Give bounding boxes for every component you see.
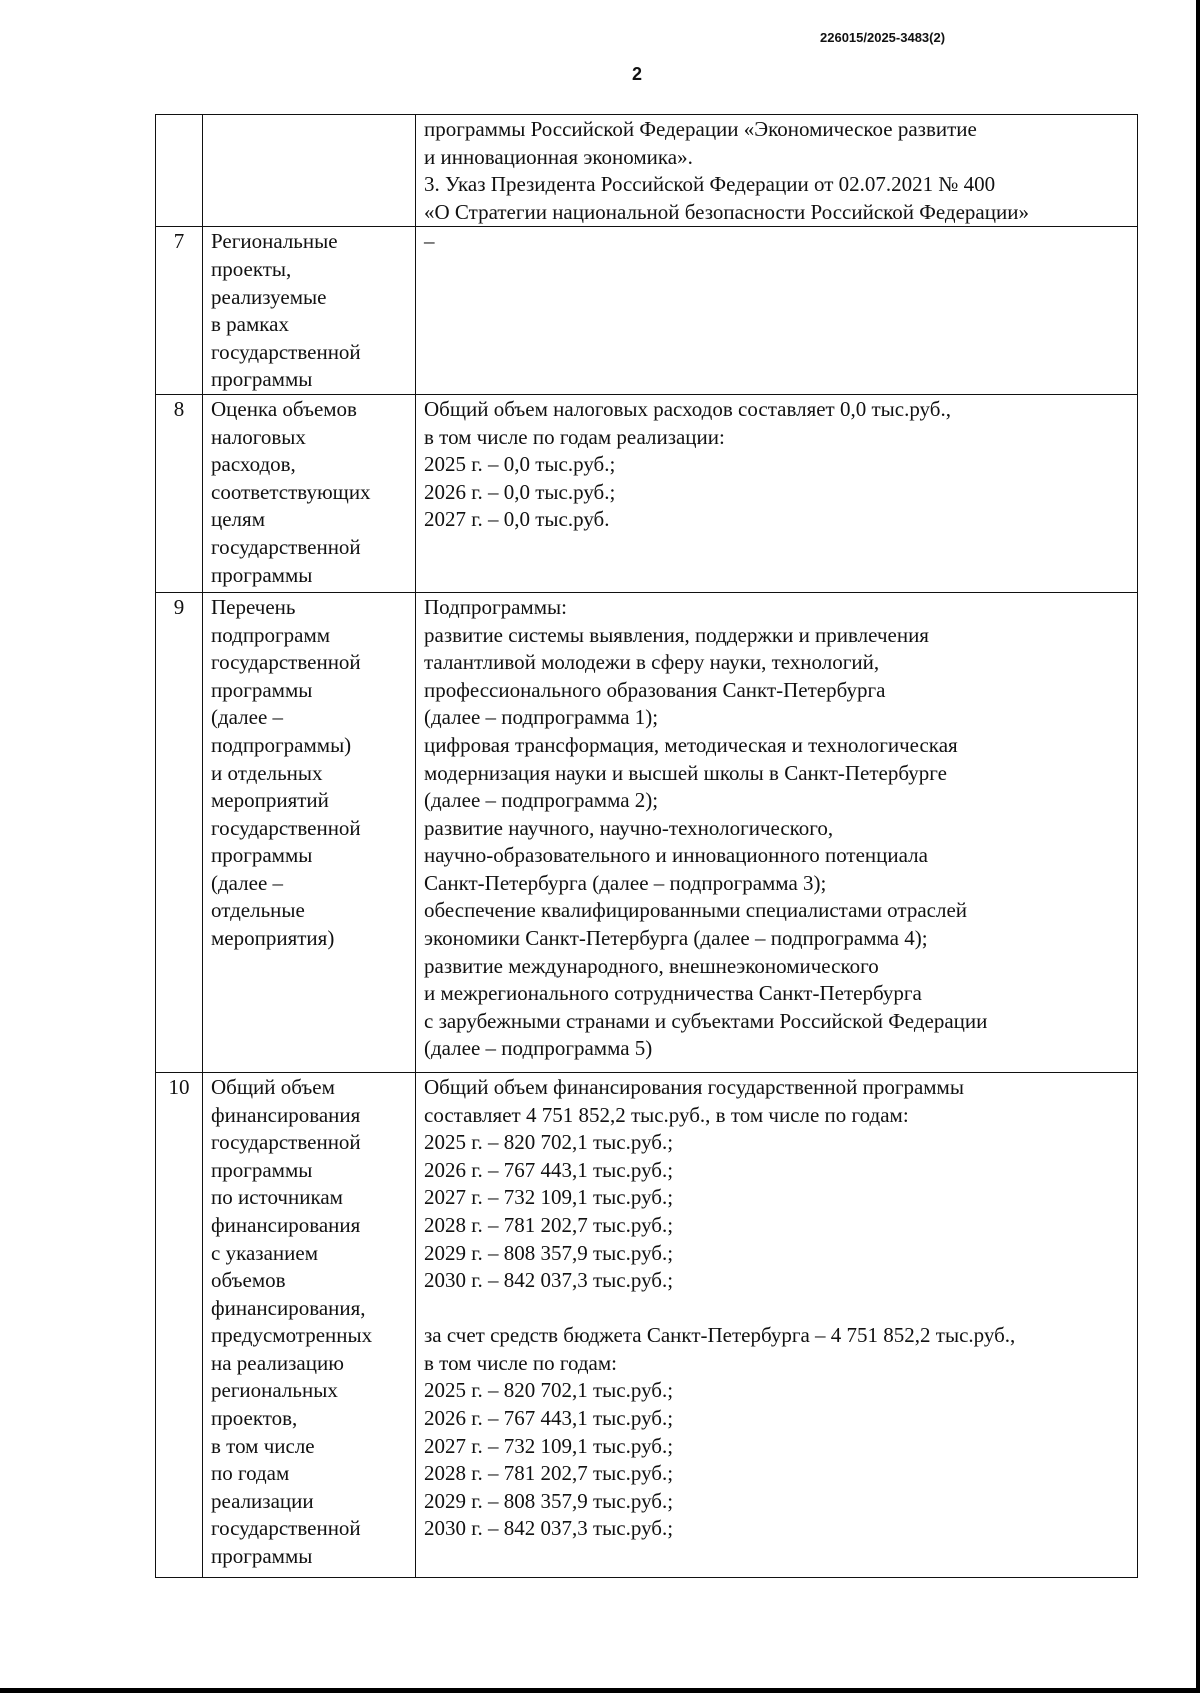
row-name [203,1072,416,1577]
name-line: налоговых [211,424,306,449]
name-line: финансирования, [211,1295,366,1320]
table-row [156,592,1138,1072]
row-value [416,394,1138,592]
row-value [416,227,1138,395]
name-line: программы [211,843,313,868]
row-value [416,1072,1138,1577]
value-line: в том числе по годам реализации: [424,424,725,449]
value-line: 2025 г. – 820 702,1 тыс.руб.; [424,1130,674,1155]
value-line: развитие международного, внешнеэкономического [424,953,879,978]
value-line: 2026 г. – 767 443,1 тыс.руб.; [424,1157,674,1182]
name-line: (далее – [211,870,284,895]
name-line: проектов, [211,1406,298,1431]
value-line: в том числе по годам: [424,1350,617,1375]
value-line: обеспечение квалифицированными специалистами отраслей [424,898,968,923]
value-line: талантливой молодежи в сферу науки, технологий, [424,650,880,675]
value-line: 2025 г. – 820 702,1 тыс.руб.; [424,1378,674,1403]
value-line: «О Стратегии национальной безопасности Российской Федерации» [424,199,1029,224]
table-row [156,1072,1138,1577]
value-line: 2029 г. – 808 357,9 тыс.руб.; [424,1240,674,1265]
row-number: 9 [156,592,203,1072]
name-line: и отдельных [211,760,323,785]
value-line: и инновационная экономика». [424,144,693,169]
name-line: финансирования [211,1102,361,1127]
passport-table [155,114,1138,1578]
value-line: развитие научного, научно-технологического, [424,815,834,840]
name-line: соответствующих [211,479,371,504]
value-line: (далее – подпрограмма 1); [424,705,659,730]
value-line: и межрегионального сотрудничества Санкт-Петербурга [424,981,922,1006]
value-line: научно-образовательного и инновационного потенциала [424,843,928,868]
name-line: программы [211,1157,313,1182]
value-line: 2029 г. – 808 357,9 тыс.руб.; [424,1488,674,1513]
row-name [203,115,416,227]
name-line: объемов [211,1268,286,1293]
value-line: развитие системы выявления, поддержки и привлечения [424,622,929,647]
document-registration-number: 226015/2025-3483(2) [820,30,946,45]
table-row [156,227,1138,395]
name-line: реализации [211,1488,314,1513]
value-line: Общий объем налоговых расходов составляет 0,0 тыс.руб., [424,396,951,421]
name-line: программы [211,1544,313,1569]
value-line: (далее – подпрограмма 2); [424,788,659,813]
name-line: целям [211,507,265,532]
name-line: Региональные [211,229,338,254]
value-line: 2030 г. – 842 037,3 тыс.руб.; [424,1516,674,1541]
name-line: подпрограммы) [211,732,352,757]
name-line: расходов, [211,452,296,477]
name-line: предусмотренных [211,1323,373,1348]
table-row [156,394,1138,592]
name-line: мероприятия) [211,926,335,951]
value-line: Санкт-Петербурга (далее – подпрограмма 3); [424,870,827,895]
value-line: 2026 г. – 767 443,1 тыс.руб.; [424,1406,674,1431]
name-line: финансирования [211,1212,361,1237]
name-line: проекты, [211,256,292,281]
name-line: государственной [211,1516,361,1541]
row-number: 7 [156,227,203,395]
table-row-continuation [156,115,1138,227]
scan-border-right [1196,0,1200,1693]
name-line: с указанием [211,1240,318,1265]
blank-line [424,1295,1129,1323]
name-line: региональных [211,1378,338,1403]
name-line: Общий объем [211,1074,335,1099]
value-line: профессионального образования Санкт-Петербурга [424,677,886,702]
name-line: реализуемые [211,284,327,309]
page-number: 2 [631,64,642,84]
name-line: государственной [211,534,361,559]
row-value [416,115,1138,227]
value-line: 2026 г. – 0,0 тыс.руб.; [424,479,616,504]
value-line: – [424,229,435,254]
value-line: 2028 г. – 781 202,7 тыс.руб.; [424,1461,674,1486]
name-line: отдельные [211,898,305,923]
value-line: 2027 г. – 732 109,1 тыс.руб.; [424,1433,674,1458]
name-line: в рамках [211,312,289,337]
passport-table-body [156,115,1138,1578]
name-line: подпрограмм [211,622,331,647]
value-line: (далее – подпрограмма 5) [424,1036,653,1061]
row-number: 10 [156,1072,203,1577]
name-line: (далее – [211,705,284,730]
value-line: экономики Санкт-Петербурга (далее – подпрограмма 4); [424,926,928,951]
name-line: программы [211,677,313,702]
row-number [156,115,203,227]
value-line: 2030 г. – 842 037,3 тыс.руб.; [424,1268,674,1293]
row-name [203,394,416,592]
name-line: государственной [211,1130,361,1155]
value-line: 2027 г. – 732 109,1 тыс.руб.; [424,1185,674,1210]
name-line: государственной [211,815,361,840]
row-name [203,592,416,1072]
value-line: программы Российской Федерации «Экономическое развитие [424,117,977,141]
value-line: 2025 г. – 0,0 тыс.руб.; [424,452,616,477]
scan-border-bottom [0,1688,1200,1693]
value-line: 3. Указ Президента Российской Федерации от 02.07.2021 № 400 [424,172,996,197]
value-line: Подпрограммы: [424,594,567,619]
value-line: модернизация науки и высшей школы в Санкт-Петербурге [424,760,947,785]
name-line: по годам [211,1461,290,1486]
value-line: составляет 4 751 852,2 тыс.руб., в том числе по годам: [424,1102,909,1127]
value-line: 2027 г. – 0,0 тыс.руб. [424,507,610,532]
value-line: Общий объем финансирования государственной программы [424,1074,964,1099]
value-line: с зарубежными странами и субъектами Российской Федерации [424,1008,988,1033]
name-line: мероприятий [211,788,329,813]
value-line: цифровая трансформация, методическая и технологическая [424,732,958,757]
name-line: программы [211,562,313,587]
name-line: государственной [211,339,361,364]
row-number: 8 [156,394,203,592]
name-line: Оценка объемов [211,396,357,421]
row-name [203,227,416,395]
name-line: Перечень [211,594,296,619]
name-line: государственной [211,650,361,675]
value-line: 2028 г. – 781 202,7 тыс.руб.; [424,1212,674,1237]
row-value [416,592,1138,1072]
name-line: в том числе [211,1433,315,1458]
name-line: программы [211,367,313,392]
name-line: на реализацию [211,1350,344,1375]
value-line: за счет средств бюджета Санкт-Петербурга – 4 751 852,2 тыс.руб., [424,1323,1016,1348]
name-line: по источникам [211,1185,343,1210]
